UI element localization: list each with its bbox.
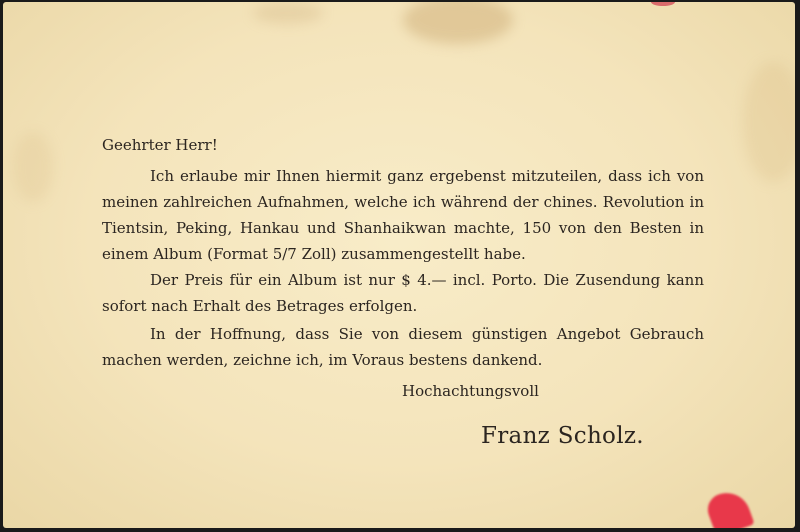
salutation: Geehrter Herr! <box>102 136 218 154</box>
postcard <box>3 2 795 528</box>
red-mark <box>703 486 754 528</box>
closing-phrase: Hochachtungsvoll <box>402 382 539 400</box>
paper-stain <box>743 62 795 182</box>
paper-stain <box>403 2 513 44</box>
paragraph-closing-request: In der Hoffnung, dass Sie von diesem günstigen Angebot Gebrauch machen werden, zeichne ich, im Voraus bestens dankend. <box>102 325 704 369</box>
paper-stain <box>253 2 323 24</box>
signature: Franz Scholz. <box>481 423 644 449</box>
paragraph-price: Der Preis für ein Album ist nur $ 4.— incl. Porto. Die Zusendung kann sofort nach Erhalt des Betrages erfolgen. <box>102 271 704 315</box>
paragraph-intro: Ich erlaube mir Ihnen hiermit ganz ergebenst mitzuteilen, dass ich von meinen zahlreichen Aufnahmen, welche ich während der chines. Revolution in Tientsin, Peking, Hankau und Shanhaikwan machte, 150 von den Besten in einem Album (Format 5/7 Zoll) zusammengestellt habe. <box>102 167 704 263</box>
paper-stain <box>13 132 53 202</box>
red-mark <box>651 2 675 6</box>
